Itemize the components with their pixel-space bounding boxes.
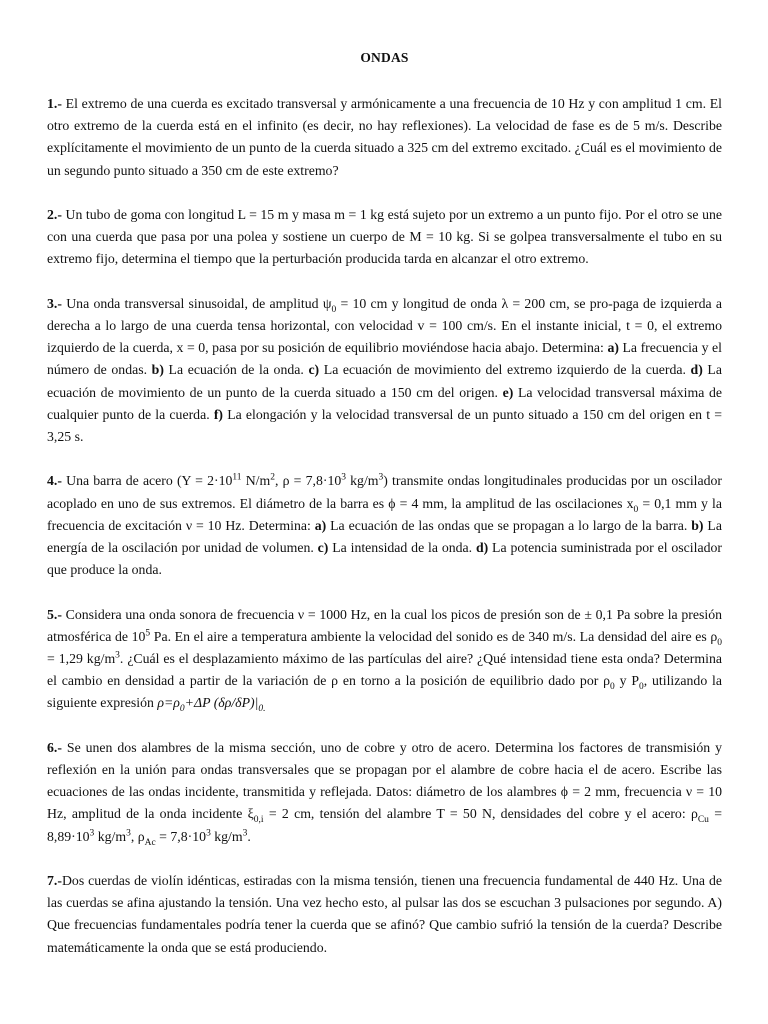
page-title: ONDAS [360,50,409,65]
superscript: 3 [341,472,346,483]
problem-3 [47,293,722,448]
part-text: La potencia suministrada por el oscilador que produce la onda. [47,540,722,578]
subscript: 0 [639,681,644,692]
subscript: 0 [633,504,639,515]
part-label: c) [317,540,329,556]
problem-text: , ρ [130,828,145,844]
part-text: La ecuación de movimiento de un punto de la cuerda situado a 150 cm del origen. [47,362,722,400]
superscript: 5 [145,628,151,639]
problem-4 [47,470,722,581]
document-page [47,50,722,981]
subscript: 0 [179,704,185,715]
part-label: a) [607,340,619,356]
problem-text: kg/m [346,473,379,489]
subscript: 0. [258,704,266,715]
problem-text: Una barra de acero (Y = 2·10 [61,473,233,489]
problem-2 [47,204,722,271]
expression-text: +ΔP (δρ/δP)| [184,695,259,711]
problem-text: , utilizando la siguiente expresión [47,673,722,711]
expression-text: ρ=ρ [157,695,180,711]
part-text: La energía de la oscilación por unidad de volumen. [47,517,722,556]
part-label: b) [151,362,164,378]
problem-text: = 1,29 kg/m [47,651,116,667]
part-text: La intensidad de la onda. [328,540,476,556]
part-text: La ecuación de movimiento del extremo izquierdo de la cuerda. [319,362,691,378]
problem-text: = 0,1 mm y la frecuencia de excitación ν = 10 Hz. Determina: [47,495,722,533]
problem-text: . [247,828,251,844]
superscript: 2 [270,472,276,483]
part-label: f) [213,406,224,422]
part-label: e) [502,384,514,400]
problem-text: El extremo de una cuerda es excitado transversal y armónicamente a una frecuencia de 10 Hz y con amplitud 1 cm. El otro extremo de la cuerda está en el infinito (es decir, no hay reflexiones). La velocidad de fase es de 5 m/s. Describe explícitamente el movimiento de un punto de la cuerda situado a 325 cm del extremo excitado. ¿Cuál es el movimiento de un segundo punto situado a 350 cm de este extremo? [47,96,722,178]
problem-text: Pa. En el aire a temperatura ambiente la velocidad del sonido es de 340 m/s. La densidad del aire es ρ [150,628,718,644]
subscript: Cu [697,815,709,826]
part-text: La frecuencia y el número de ondas. [47,340,722,378]
problem-number: 5.- [47,606,62,622]
problem-number: 7.- [47,873,62,889]
part-text: La ecuación de la onda. [163,362,309,378]
problem-number: 2.- [47,207,62,222]
part-label: b) [691,517,704,533]
subscript: 0,i [253,815,264,826]
part-label: c) [308,362,320,378]
superscript: 3 [206,828,211,839]
superscript: 3 [89,828,95,839]
part-label: d) [475,540,489,556]
problem-text: = 10 cm y longitud de onda λ = 200 cm, se pro-paga de izquierda a derecha a lo largo de una cuerda tensa horizontal, con velocidad v = 100 cm/s. En el instante inicial, t = 0, el extremo izquierdo de la cuerda, x = 0, pasa por su posición de equilibrio moviéndose hacia abajo. Determina: [47,295,722,356]
problem-number: 1.- [47,96,62,111]
problem-text: Una onda transversal sinusoidal, de amplitud ψ [61,295,332,311]
superscript: 3 [378,472,384,483]
problem-text: = 8,89·10 [47,806,722,844]
problem-text: kg/m [94,828,127,844]
problem-1 [47,93,722,182]
problem-text: N/m [241,473,271,489]
superscript: 11 [232,472,242,483]
superscript: 3 [115,650,120,661]
problem-text: Un tubo de goma con longitud L = 15 m y masa m = 1 kg está sujeto por un extremo a un punto fijo. Por el otro se une con una cuerda que pasa por una polea y sostiene un cuerpo de M = 10 kg. Si se golpea transversalmente el tubo en su extremo fijo, determina el tiempo que la perturbación producida tarda en alcanzar el otro extremo. [47,207,722,267]
subscript: 0 [331,304,337,315]
problem-text: = 2 cm, tensión del alambre T = 50 N, densidades del cobre y el acero: ρ [263,806,698,822]
part-text: La ecuación de las ondas que se propagan a lo largo de la barra. [326,517,692,533]
problem-7 [47,870,722,959]
subscript: 0 [610,681,615,692]
part-label: a) [314,517,327,533]
subscript: Ac [144,837,156,848]
problem-number: 6.- [47,739,62,755]
superscript: 3 [242,828,248,839]
problem-text: , ρ = 7,8·10 [275,473,342,489]
problem-text: = 7,8·10 [155,828,207,844]
problem-text: kg/m [210,828,243,844]
part-text: La elongación y la velocidad transversal de un punto situado a 150 cm del origen en t = 3,25 s. [47,406,722,445]
part-label: d) [690,362,703,378]
density-expression [157,695,266,715]
superscript: 3 [126,828,131,839]
problem-5 [47,604,722,715]
part-text: La velocidad transversal máxima de cualquier punto de la cuerda. [47,384,722,422]
problem-text: ) transmite ondas longitudinales producidas por un oscilador acoplado en uno de sus extremos. El diámetro de la barra es ϕ = 4 mm, la amplitud de las oscilaciones x [47,473,722,511]
problem-6 [47,737,722,848]
problem-number: 4.- [47,473,62,489]
problem-text: y P [614,673,640,689]
problem-text: Dos cuerdas de violín idénticas, estiradas con la misma tensión, tienen una frecuencia fundamental de 440 Hz. Una de las cuerdas se afina ajustando la tensión. Una vez hecho esto, al pulsar las dos se escuchan 3 pulsaciones por segundo. A) Que frecuencias fundamentales podría tener la cuerda que se afinó? Que cambio sufrió la tensión de la cuerda? Describe matemáticamente la onda que se está produciendo. [47,873,722,955]
problem-text: . ¿Cuál es el desplazamiento máximo de las partículas del aire? ¿Qué intensidad tiene esta onda? Determina el cambio en densidad a partir de la variación de ρ en torno a la posición de equilibrio dado por ρ [47,651,722,689]
subscript: 0 [717,637,722,648]
problem-text: Se unen dos alambres de la misma sección, uno de cobre y otro de acero. Determina los factores de transmisión y reflexión en la unión para ondas transversales que se propagan por el alambre de cobre hacia el de acero. Escribe las ecuaciones de las ondas incidente, transmitida y reflejada. Datos: diámetro de los alambres ϕ = 2 mm, frecuencia ν = 10 Hz, amplitud de la onda incidente ξ [47,739,722,822]
problem-text: Considera una onda sonora de frecuencia ν = 1000 Hz, en la cual los picos de presión son de ± 0,1 Pa sobre la presión atmosférica de 10 [47,606,722,644]
problem-number: 3.- [47,295,62,311]
